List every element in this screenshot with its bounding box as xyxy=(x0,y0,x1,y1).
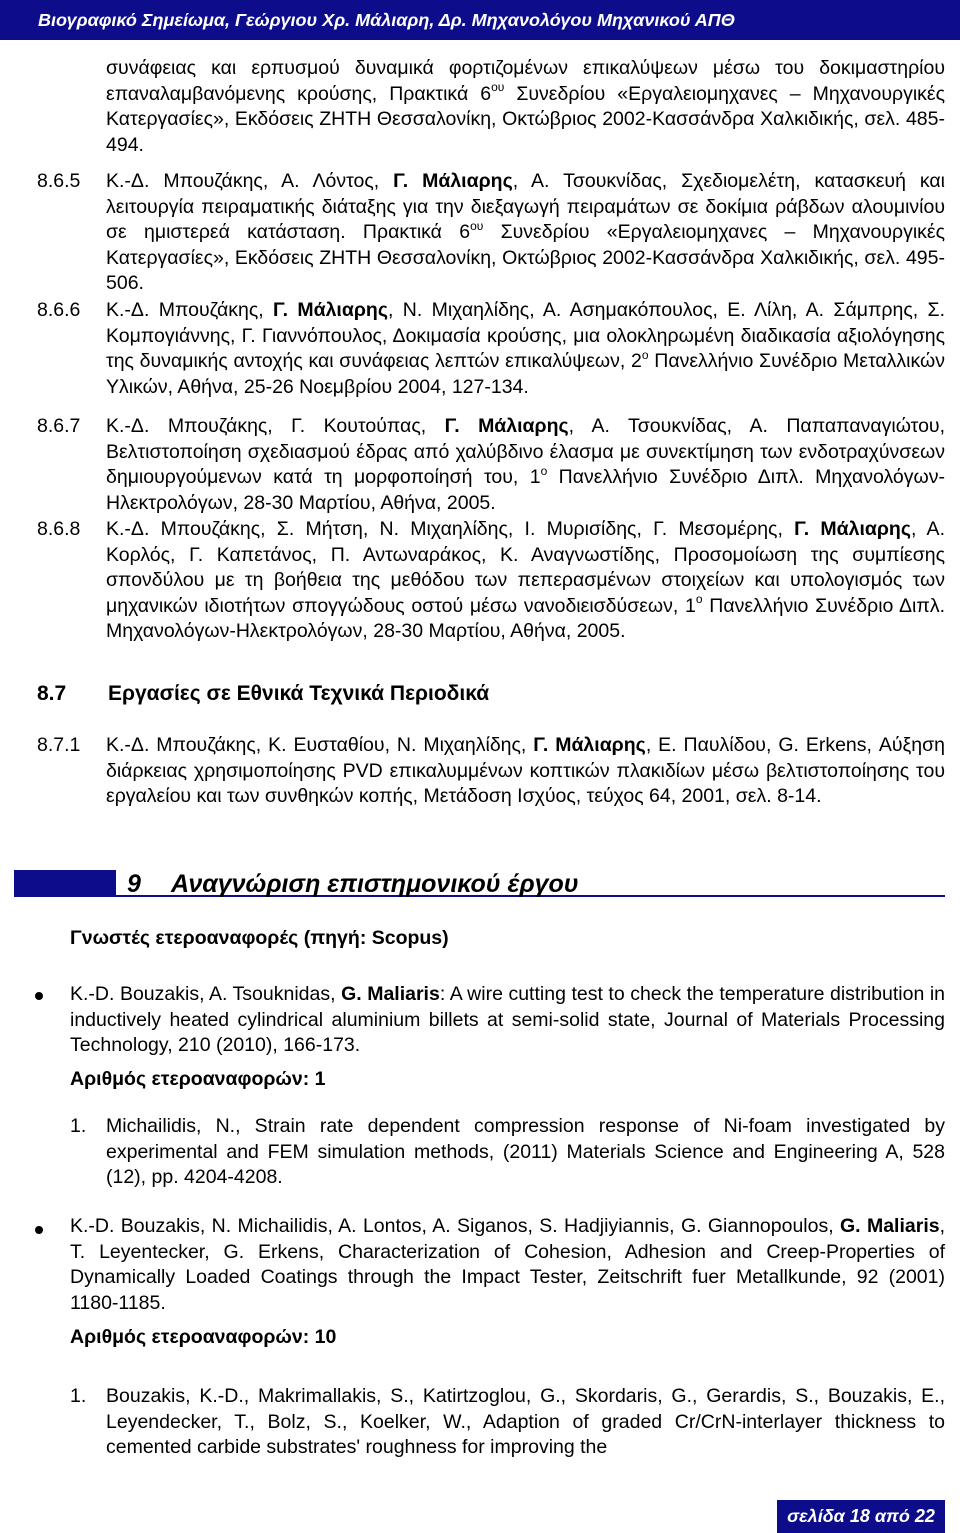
ref-text: , Α. Τσουκνίδας, Σχεδιομελέτη, κατασκευή και λειτουργία πειραματικής διάταξης για την διεξαγωγή πειραμάτων σε δοκίμια ράβδων αλουμινίου σε ημιστερεά κατάσταση. Πρακτικά 6 xyxy=(106,170,946,244)
ref-text: συνάφειας και ερπυσμού δυναμικά φορτιζομένων επικαλύψεων μέσω του δοκιμαστηρίου επαναλαμβανόμενης κρούσης, Πρακτικά 6 xyxy=(106,57,945,105)
ref-highlight-author: Γ. Μάλιαρης xyxy=(444,415,569,437)
ref-authors: Κ.-Δ. Μπουζάκης, Κ. Ευσταθίου, Ν. Μιχαηλίδης, xyxy=(106,734,534,756)
ref-authors: Κ.-Δ. Μπουζάκης, Γ. Κουτούπας, xyxy=(106,415,445,437)
chapter-title: Αναγνώριση επιστημονικού έργου xyxy=(171,870,579,898)
bullet-icon xyxy=(35,992,43,1000)
page-header: Βιογραφικό Σημείωμα, Γεώργιου Χρ. Μάλιαρη, Δρ. Μηχανολόγου Μηχανικού ΑΠΘ xyxy=(0,0,960,40)
citing-paper: Michailidis, N., Strain rate dependent compression response of Ni-foam investigated by experimental and FEM simulation methods, (2011) Materials Science and Engineering A, 528 (12), pp. 4204-4208. xyxy=(106,1115,945,1189)
reference-text xyxy=(106,298,945,400)
section-number: 8.7 xyxy=(37,682,67,705)
citation-count: Αριθμός ετεροαναφορών: 1 xyxy=(70,1068,326,1090)
section-heading xyxy=(37,682,490,706)
ref-authors: Κ.-Δ. Μπουζάκης, xyxy=(106,299,273,321)
ref-text: Πανελλήνιο Συνέδριο Διπλ. Μηχανολόγων-Ηλεκτρολόγων, 28-30 Μαρτίου, Αθήνα, 2005. xyxy=(106,466,945,514)
ref-highlight-author: Γ. Μάλιαρης xyxy=(393,170,513,192)
ref-authors: K.-D. Bouzakis, A. Tsouknidas, xyxy=(70,983,342,1005)
reference-text xyxy=(106,517,945,645)
ref-highlight-author: Γ. Μάλιαρης xyxy=(533,734,646,756)
ref-highlight-author: Γ. Μάλιαρης xyxy=(794,518,911,540)
ref-text: Πανελλήνιο Συνέδριο Μεταλλικών Υλικών, Αθήνα, 25-26 Νοεμβρίου 2004, 127-134. xyxy=(106,350,945,398)
citation-count: Αριθμός ετεροαναφορών: 10 xyxy=(70,1326,337,1348)
ref-text: , Ε. Παυλίδου, G. Erkens, Αύξηση διάρκειας χρησιμοποίησης PVD επικαλυμμένων κοπτικών πλακιδίων μέσω βελτιστοποίησης του εργαλείου και των συνθηκών κοπής, Μετάδοση Ισχύος, τεύχος 64, 2001, σελ. 8-14. xyxy=(106,734,945,808)
reference-text xyxy=(106,414,945,516)
ref-text: , Ν. Μιχαηλίδης, Α. Ασημακόπουλος, Ε. Λίλη, Α. Σάμπρης, Σ. Κομπογιάννης, Γ. Γιαννόπουλος, Δοκιμασία κρούσης, μια ολοκληρωμένη διαδικασία αξιολόγησης της δυναμικής αντοχής και συνάφειας λεπτών επικαλύψεων, 2 xyxy=(106,299,946,373)
reference-number: 8.6.8 xyxy=(37,518,81,540)
ref-authors: Κ.-Δ. Μπουζάκης, Σ. Μήτση, Ν. Μιχαηλίδης, Ι. Μυρισίδης, Γ. Μεσομέρης, xyxy=(106,518,795,540)
citing-number: 1. xyxy=(70,1115,87,1137)
citing-number: 1. xyxy=(70,1385,87,1407)
ref-text: Συνεδρίου «Εργαλειομηχανες – Μηχανουργικές Κατεργασίες», Εκδόσεις ΖΗΤΗ Θεσσαλονίκη, Οκτώβριος 2002-Κασσάνδρα Χαλκιδικής, σελ. 495-506. xyxy=(106,221,945,295)
section-title: Εργασίες σε Εθνικά Τεχνικά Περιοδικά xyxy=(108,682,490,705)
reference-number: 8.6.6 xyxy=(37,299,81,321)
superscript: ο xyxy=(695,592,703,607)
ref-authors: Κ.-Δ. Μπουζάκης, Α. Λόντος, xyxy=(106,170,394,192)
ref-text: Συνεδρίου «Εργαλειομηχανες – Μηχανουργικές Κατεργασίες», Εκδόσεις ΖΗΤΗ Θεσσαλονίκη, Οκτώβριος 2002-Κασσάνδρα Χαλκιδικής, σελ. 485-494. xyxy=(106,82,945,156)
superscript: ου xyxy=(491,80,505,95)
ref-highlight-author: G. Maliaris xyxy=(840,1215,940,1237)
reference-number: 8.6.7 xyxy=(37,415,81,437)
reference-text xyxy=(106,56,945,158)
superscript: ο xyxy=(540,463,548,478)
ref-text: , Α. Τσουκνίδας, Α. Παπαπαναγιώτου, Βελτιστοποίηση σχεδιασμού έδρας από χαλύβδινο έλασμα με συνεκτίμηση των ενδοτραχύνσεων δημιουργούμενων κατά τη μορφοποίησή του, 1 xyxy=(106,415,946,489)
ref-text: , Α. Κορλός, Γ. Καπετάνος, Π. Αντωναράκος, Κ. Αναγνωστίδης, Προσομοίωση της συμπίεσης σπονδύλου με τη βοήθεια της μεθόδου των πεπερασμένων στοιχείων και υπολογισμός των μηχανικών ιδιοτήτων σπογγώδους οστού μέσω νανοδιεισδύσεων, 1 xyxy=(106,518,945,617)
bullet-icon xyxy=(35,1226,43,1234)
cited-paper xyxy=(70,1214,945,1316)
reference-number: 8.7.1 xyxy=(37,734,81,756)
superscript: ου xyxy=(470,218,484,233)
superscript: ο xyxy=(641,347,649,362)
page-number-badge: σελίδα 18 από 22 xyxy=(777,1500,945,1533)
reference-number: 8.6.5 xyxy=(37,170,81,192)
chapter-marker-bar xyxy=(14,870,116,896)
ref-text: Πανελλήνιο Συνέδριο Διπλ. Μηχανολόγων-Ηλεκτρολόγων, 28-30 Μαρτίου, Αθήνα, 2005. xyxy=(106,594,945,643)
subheading: Γνωστές ετεροαναφορές (πηγή: Scopus) xyxy=(70,927,449,949)
ref-text: : A wire cutting test to check the temperature distribution in inductively heated cylindrical aluminium billets at semi-solid state, Journal of Materials Processing Technology, 210 (2010), 166-173. xyxy=(70,983,946,1057)
ref-highlight-author: G. Maliaris xyxy=(341,983,440,1005)
ref-authors: K.-D. Bouzakis, N. Michailidis, A. Lontos, A. Siganos, S. Hadjiyiannis, G. Giannopoulos, xyxy=(70,1215,841,1237)
chapter-heading xyxy=(127,870,579,899)
ref-text: , T. Leyentecker, G. Erkens, Characterization of Cohesion, Adhesion and Creep-Properties of Dynamically Loaded Coatings through the Impact Tester, Zeitschrift fuer Metallkunde, 92 (2001) 1180-1185. xyxy=(70,1215,946,1314)
citing-paper: Bouzakis, K.-D., Makrimallakis, S., Katirtzoglou, G., Skordaris, G., Gerardis, S., Bouzakis, E., Leyendecker, T., Bolz, S., Koelker, W., Adaption of graded Cr/CrN-interlayer thickness to cemented carbide substrates' roughness for improving the xyxy=(106,1385,945,1459)
ref-highlight-author: Γ. Μάλιαρης xyxy=(273,299,388,321)
reference-text xyxy=(106,169,945,297)
cited-paper xyxy=(70,982,945,1059)
reference-text xyxy=(106,733,945,810)
chapter-number: 9 xyxy=(127,870,141,898)
